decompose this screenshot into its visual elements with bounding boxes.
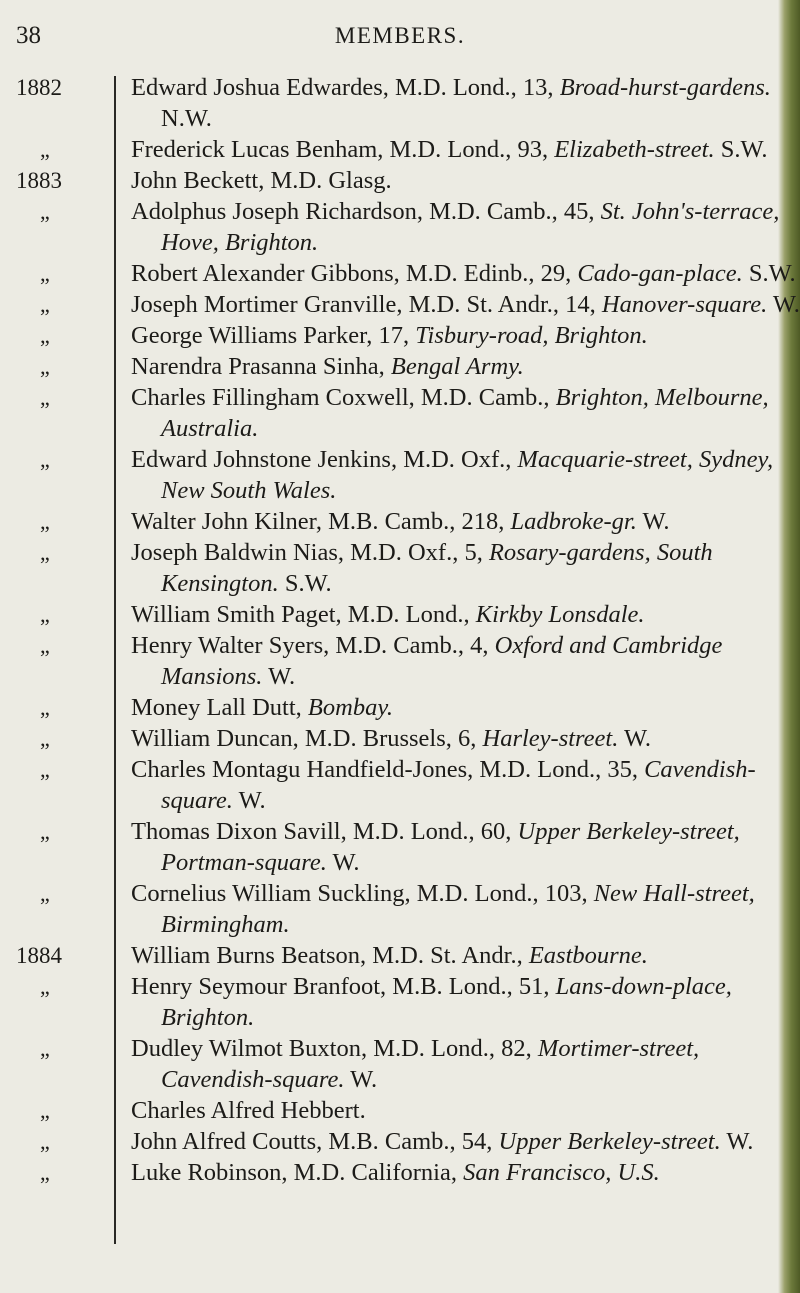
election-year: „	[40, 819, 50, 844]
member-name: Money Lall Dutt,	[131, 694, 308, 721]
member-text	[131, 382, 800, 444]
member-address: Oxford and Cambridge Mansions.	[161, 632, 723, 690]
member-text	[131, 816, 800, 878]
election-year: „	[40, 199, 50, 224]
member-name: Cornelius William Suckling, M.D. Lond., 103,	[131, 880, 594, 907]
running-head: MEMBERS.	[334, 23, 466, 48]
member-address: Kirkby Lonsdale.	[475, 601, 645, 628]
member-address: Cavendish-square.	[161, 756, 756, 814]
election-year: „	[40, 261, 50, 286]
election-year: „	[40, 509, 50, 534]
member-entry	[0, 351, 780, 382]
member-text	[131, 134, 800, 165]
member-name: Charles Alfred Hebbert.	[131, 1097, 366, 1124]
member-name: Charles Fillingham Coxwell, M.D. Camb.,	[131, 384, 556, 411]
member-district: N.W.	[161, 105, 212, 132]
member-district: W.	[232, 787, 266, 814]
member-text	[131, 72, 800, 134]
member-name: William Burns Beatson, M.D. St. Andr.,	[131, 942, 529, 969]
member-name: John Beckett, M.D. Glasg.	[131, 167, 392, 194]
election-year: „	[40, 292, 50, 317]
member-entry	[0, 878, 780, 940]
member-name: John Alfred Coutts, M.B. Camb., 54,	[131, 1128, 499, 1155]
member-address: San Francisco, U.S.	[463, 1159, 660, 1186]
member-name: Joseph Mortimer Granville, M.D. St. Andr., 14,	[131, 291, 602, 318]
member-entry	[0, 506, 780, 537]
member-text	[131, 506, 800, 537]
member-address: Tisbury-road, Brighton.	[415, 322, 648, 349]
member-text	[131, 692, 800, 723]
member-text	[131, 258, 800, 289]
member-entry	[0, 599, 780, 630]
member-text	[131, 1157, 800, 1188]
member-name: Robert Alexander Gibbons, M.D. Edinb., 29,	[131, 260, 578, 287]
member-name: George Williams Parker, 17,	[131, 322, 416, 349]
member-text	[131, 971, 800, 1033]
election-year: „	[40, 137, 50, 162]
member-district: W.	[767, 291, 800, 318]
members-list	[0, 72, 800, 1188]
member-name: Thomas Dixon Savill, M.D. Lond., 60,	[131, 818, 518, 845]
member-address: Upper Berkeley-street.	[498, 1128, 721, 1155]
member-name: Edward Joshua Edwardes, M.D. Lond., 13,	[131, 74, 560, 101]
member-district: W.	[720, 1128, 754, 1155]
member-entry	[0, 940, 780, 971]
election-year: „	[40, 974, 50, 999]
member-entry	[0, 1095, 780, 1126]
election-year: „	[40, 757, 50, 782]
member-address: Bombay.	[307, 694, 393, 721]
election-year: „	[40, 726, 50, 751]
election-year: „	[40, 1098, 50, 1123]
member-entry	[0, 444, 780, 506]
member-entry	[0, 1157, 780, 1188]
member-entry	[0, 630, 780, 692]
election-year: 1884	[16, 943, 62, 968]
election-year: „	[40, 385, 50, 410]
member-name: Frederick Lucas Benham, M.D. Lond., 93,	[131, 136, 555, 163]
member-district: W.	[618, 725, 652, 752]
election-year: „	[40, 695, 50, 720]
election-year: „	[40, 323, 50, 348]
member-name: Henry Seymour Branfoot, M.B. Lond., 51,	[131, 973, 556, 1000]
member-address: Ladbroke-gr.	[510, 508, 637, 535]
member-text	[131, 878, 800, 940]
member-entry	[0, 723, 780, 754]
member-text	[131, 537, 800, 599]
page-number: 38	[16, 22, 41, 49]
election-year: „	[40, 881, 50, 906]
member-text	[131, 599, 800, 630]
member-entry	[0, 754, 780, 816]
member-district: S.W.	[742, 260, 796, 287]
election-year: „	[40, 354, 50, 379]
member-entry	[0, 1126, 780, 1157]
member-text	[131, 351, 800, 382]
member-name: Walter John Kilner, M.B. Camb., 218,	[131, 508, 511, 535]
election-year: „	[40, 540, 50, 565]
member-district: S.W.	[278, 570, 332, 597]
member-name: Edward Johnstone Jenkins, M.D. Oxf.,	[131, 446, 518, 473]
election-year: 1883	[16, 168, 62, 193]
member-name: William Smith Paget, M.D. Lond.,	[131, 601, 476, 628]
member-entry	[0, 258, 796, 289]
member-address: Upper Berkeley-street, Portman-square.	[161, 818, 740, 876]
member-address: Lans-down-place, Brighton.	[161, 973, 732, 1031]
member-address: Hanover-square.	[601, 291, 768, 318]
member-text	[131, 1033, 800, 1095]
member-district: W.	[326, 849, 360, 876]
member-entry	[0, 382, 780, 444]
member-district: S.W.	[714, 136, 768, 163]
member-text	[131, 320, 800, 351]
member-text	[131, 289, 800, 320]
member-entry	[0, 72, 780, 134]
member-address: St. John's-terrace, Hove, Brighton.	[161, 198, 780, 256]
member-address: New Hall-street, Birmingham.	[161, 880, 755, 938]
member-name: Henry Walter Syers, M.D. Camb., 4,	[131, 632, 495, 659]
member-text	[131, 444, 800, 506]
member-entry	[0, 320, 780, 351]
member-name: Luke Robinson, M.D. California,	[131, 1159, 464, 1186]
member-text	[131, 754, 800, 816]
member-address: Rosary-gardens, South Kensington.	[161, 539, 713, 597]
member-entry	[0, 165, 780, 196]
member-name: Adolphus Joseph Richardson, M.D. Camb., 45,	[131, 198, 601, 225]
member-address: Eastbourne.	[528, 942, 648, 969]
member-district: W.	[636, 508, 670, 535]
member-name: Dudley Wilmot Buxton, M.D. Lond., 82,	[131, 1035, 538, 1062]
member-text	[131, 630, 800, 692]
member-address: Mortimer-street, Cavendish-square.	[161, 1035, 700, 1093]
member-district: W.	[344, 1066, 378, 1093]
election-year: 1882	[16, 75, 62, 100]
member-entry	[0, 196, 780, 258]
member-entry	[0, 289, 800, 320]
member-address: Cado-gan-place.	[577, 260, 743, 287]
member-address: Brighton, Melbourne, Australia.	[161, 384, 769, 442]
member-entry	[0, 816, 780, 878]
member-address: Broad-hurst-gardens.	[559, 74, 771, 101]
member-text	[131, 1126, 800, 1157]
election-year: „	[40, 1129, 50, 1154]
member-entry	[0, 692, 780, 723]
member-name: Joseph Baldwin Nias, M.D. Oxf., 5,	[131, 539, 489, 566]
member-address: Harley-street.	[482, 725, 619, 752]
member-name: Narendra Prasanna Sinha,	[131, 353, 391, 380]
member-text	[131, 940, 800, 971]
member-name: Charles Montagu Handfield-Jones, M.D. Lond., 35,	[131, 756, 645, 783]
member-entry	[0, 537, 780, 599]
member-entry	[0, 1033, 780, 1095]
member-name: William Duncan, M.D. Brussels, 6,	[131, 725, 483, 752]
member-address: Macquarie-street, Sydney, New South Wales.	[161, 446, 774, 504]
member-text	[131, 196, 800, 258]
election-year: „	[40, 1160, 50, 1185]
member-address: Elizabeth-street.	[554, 136, 715, 163]
member-text	[131, 1095, 800, 1126]
member-district: W.	[262, 663, 296, 690]
member-address: Bengal Army.	[390, 353, 524, 380]
election-year: „	[40, 633, 50, 658]
election-year: „	[40, 1036, 50, 1061]
member-text	[131, 165, 800, 196]
member-entry	[0, 134, 780, 165]
member-entry	[0, 971, 780, 1033]
member-text	[131, 723, 800, 754]
election-year: „	[40, 447, 50, 472]
election-year: „	[40, 602, 50, 627]
